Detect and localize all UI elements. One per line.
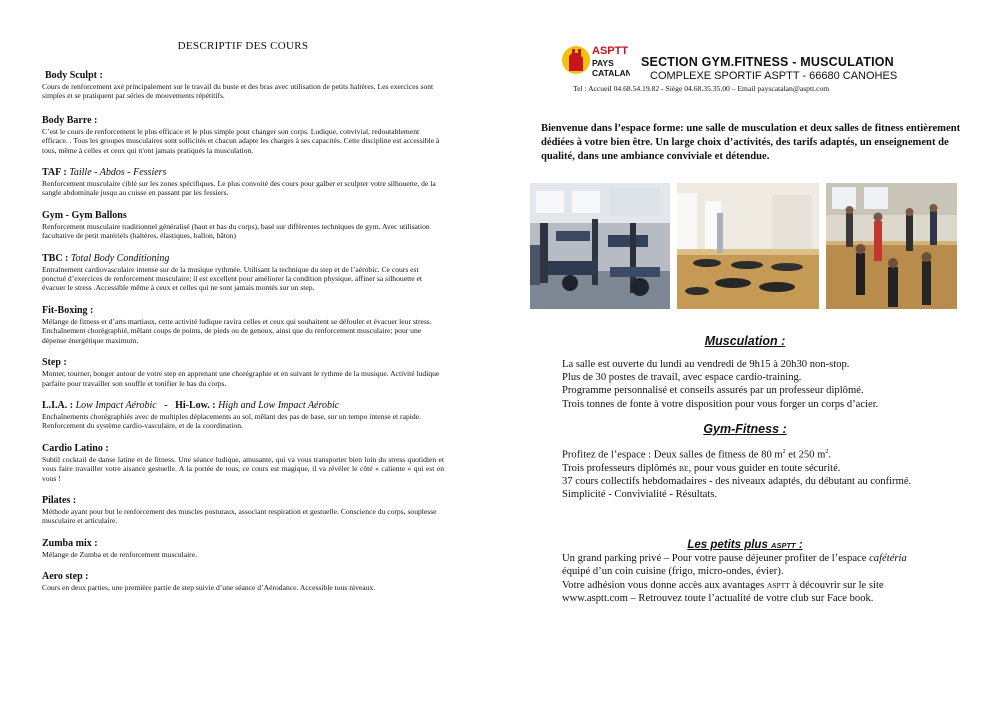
course-title: Cardio Latino : (42, 442, 109, 454)
gym-fitness-title: Gym-Fitness : (703, 421, 787, 436)
extras-title-main: Les petits plus (687, 539, 772, 552)
course-title: Gym - Gym Ballons (42, 209, 127, 221)
course-title: Body Sculpt : (45, 70, 103, 81)
logo-text-bot: CATALAN (592, 68, 630, 78)
gym-fitness-line: 37 cours collectifs hebdomadaires - des niveaux adaptés, du débutant au confirmé. (562, 475, 912, 487)
extras-line (530, 552, 960, 565)
gym-fitness-line-part: Profitez de l’espace : Deux salles de fitness de 80 m (562, 449, 783, 461)
welcome-text: Bienvenue dans l’espace forme: une salle de musculation et deux salles de fitness entièrement dédiées à votre bien être. Un large choix d’activités, des tarifs adaptés, un enseignement de qualité, dans une ambiance conviviale et détendue. (541, 123, 961, 162)
extras-line (530, 579, 960, 592)
extras-line-part: ASPTT (766, 580, 790, 590)
course-description: Entraînement cardiovasculaire intense sur de la musique rythmée. Utilisant la technique du step et de l’aérobic. Ce cours est ponctué d’exercices de renforcement musculaire; il est excellent pour améliorer la condition physique, affiner sa silhouette et évacuer le stress .Accessible même à ceux et celles qui ne sont jamais montés sur un step. (42, 264, 423, 293)
course-item (42, 70, 444, 101)
course-item (42, 538, 444, 559)
course-title-main-2: - Hi-Low. : (156, 399, 219, 411)
extras-line-part: à découvrir sur le site (789, 579, 884, 591)
course-description: Mélange de Zumba et de renforcement musculaire. (42, 549, 197, 559)
gym-fitness-section (530, 422, 960, 501)
musculation-title: Musculation : (704, 334, 786, 348)
club-info (530, 40, 960, 605)
gym-fitness-line-part: et 250 m (785, 449, 826, 461)
course-item (42, 357, 444, 388)
contact-line: Tel : Accueil 04.68.54.19.82 - Siège 04.68.35.35.00 – Email payscatalan@asptt.com (573, 84, 830, 93)
extras-line-part: Un grand parking privé – Pour votre pause déjeuner profiter de l’espace (562, 553, 870, 565)
course-title: Zumba mix : (42, 537, 98, 549)
extras-title (530, 539, 960, 551)
course-title-main: TAF : (42, 167, 70, 179)
superscript: 2 (782, 448, 786, 455)
course-description: Méthode ayant pour but le renforcement des muscles posturaux, associant respiration et gestuelle. Conscience du corps, souplesse musculaire et articulaire. (42, 506, 437, 526)
course-title: Fit-Boxing : (42, 304, 94, 316)
course-title (42, 253, 444, 264)
course-title-main: L.I.A. : (42, 399, 76, 411)
photo-strip (530, 183, 960, 311)
course-description: Renforcement musculaire ciblé sur les zones spécifiques. Le plus convoité des cours pour galber et sculpter votre silhouette, de la sangle abdominale jusqu au cuisse en passant par les fessiers. (42, 179, 436, 198)
course-title: Body Barre : (42, 114, 98, 126)
course-title (42, 400, 444, 411)
gym-fitness-line-part: . (828, 449, 832, 461)
header (530, 40, 960, 95)
extras-title-end: : (795, 539, 803, 552)
musculation-line: Plus de 30 postes de travail, avec espace cardio-training. (562, 372, 802, 384)
complex-address: COMPLEXE SPORTIF ASPTT - 66680 CANOHES (650, 70, 898, 82)
asptt-logo (562, 43, 630, 79)
course-title: Step : (42, 357, 67, 369)
logo-text-mid: PAYS (592, 58, 614, 68)
musculation-line: La salle est ouverte du lundi au vendredi de 9h15 à 20h30 non-stop. (562, 359, 850, 370)
course-description: C’est le cours de renforcement le plus efficace et le plus simple pour changer son corps. Ludique, convivial, redoutablement efficace. . Tous les groupes musculaires sont sollicités et chacun adapte les charges à ses capacités. Cette discipline est accessible à tous, même à celles et ceux qui n'ont jamais pratiqués la musculation. (42, 126, 440, 155)
course-item (42, 443, 444, 483)
course-descriptions (42, 40, 444, 602)
course-description: Enchaînements chorégraphiés avec de multiples déplacements au sol, mêlant des pas de base, sur un tempo intense et rapide. Renforcement du système cardio-vasculaire, et de la coordination. (42, 411, 421, 431)
course-description: Mélange de fitness et d’arts martiaux, cette activité ludique ravira celles et ceux qui souhaitent se défouler et évacuer leur stress. Enchaînement chorégraphié, mêlant coups de points, de pieds ou de genoux, ainsi que du renforcement musculaire; pour une dépense énergétique maximum. (42, 316, 432, 345)
logo-text-top: ASPTT (592, 45, 629, 57)
page-title: DESCRIPTIF DES COURS (177, 40, 309, 52)
gym-fitness-line (530, 462, 960, 475)
gym-fitness-line-part: , pour vous guider en toute sécurité. (688, 462, 841, 474)
gym-fitness-line-part: BE (679, 463, 689, 473)
course-title (42, 167, 444, 178)
course-title-sub: Low Impact Aérobic (75, 399, 157, 411)
extras-line: équipé d’un coin cuisine (frigo, micro-ondes, évier). (562, 566, 784, 578)
gym-fitness-line-part: Trois professeurs diplômés (562, 462, 680, 474)
extras-line-part: Votre adhésion vous donne accès aux avantages (562, 579, 767, 591)
course-description: Monter, tourner, bouger autour de votre step en apprenant une chorégraphie et en suivant le rythme de la musique. Activité ludique parfaite pour travailler son souffle et tonifier le bas du corps. (42, 369, 440, 388)
extras-line-part: cafétéria (869, 553, 907, 565)
course-title-sub-2: High and Low Impact Aérobic (218, 399, 340, 411)
photo-group-class (826, 183, 957, 309)
course-item (42, 115, 444, 155)
superscript: 2 (825, 448, 829, 455)
course-title-sub: Taille - Abdos - Fessiers (69, 167, 167, 179)
course-item (42, 495, 444, 526)
course-item (42, 305, 444, 345)
gym-fitness-line (530, 446, 960, 462)
course-description: Cours en deux parties, une première partie de step suivie d’une séance d’Aérodance. Accessible tous niveaux. (42, 583, 376, 593)
gym-fitness-line: Simplicité - Convivialité - Résultats. (562, 488, 718, 500)
course-description: Subtil cocktail de danse latine et de fitness. Une séance ludique, amusante, qui va vous transporter bien loin du stress quotidien et vous faire travailler votre aisance gestuelle. A la portée de tous, ce cours est magique, il va révéler le côté « caliente » qui est en vous ! (42, 454, 444, 483)
course-item (42, 210, 444, 241)
photo-weight-room (530, 183, 670, 309)
musculation-section (530, 334, 960, 411)
course-item (42, 167, 444, 198)
course-description: Cours de renforcement axé principalement sur le travail du buste et des bras avec utilisation de petits haltères. Les exercices sont simples et se pratiquent par séries de mouvements répétitifs. (42, 82, 434, 101)
photo-fitness-room (677, 183, 819, 309)
course-title: Pilates : (42, 494, 77, 506)
extras-line: www.asptt.com – Retrouvez toute l’actualité de votre club sur Face book. (562, 592, 874, 604)
musculation-line: Trois tonnes de fonte à votre disposition pour vous forger un corps d’acier. (562, 398, 879, 410)
course-title: Aero step : (42, 571, 89, 583)
extras-title-sc: ASPTT (771, 541, 796, 551)
course-item (42, 253, 444, 293)
course-title-sub: Total Body Conditioning (70, 252, 170, 264)
musculation-line: Programme personnalisé et conseils assurés par un professeur diplômé. (562, 385, 864, 397)
course-title-main: TBC : (42, 252, 71, 264)
extras-section (530, 539, 960, 605)
course-item (42, 400, 444, 431)
section-title: SECTION GYM.FITNESS - MUSCULATION (641, 55, 894, 69)
course-description: Renforcement musculaire traditionnel généralisé (haut et bas du corps), basé sur différentes techniques de gym. Avec utilisation facultative de petit matériels (haltères, élastiques, ballon, bâton) (42, 221, 430, 241)
course-item (42, 571, 444, 592)
